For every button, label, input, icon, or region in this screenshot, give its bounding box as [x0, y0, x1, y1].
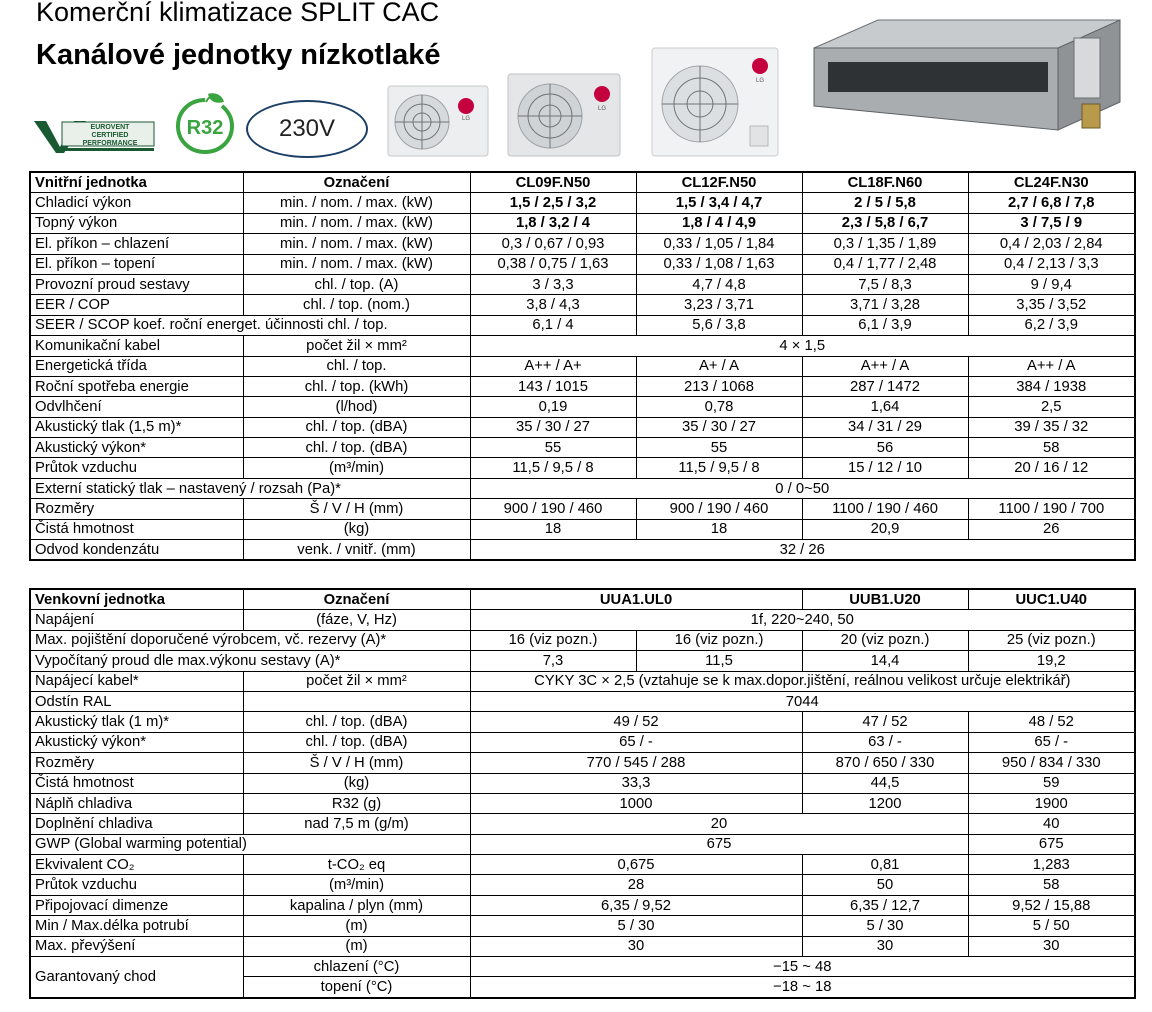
row-label: Doplnění chladiva [30, 814, 243, 834]
value-cell: 870 / 650 / 330 [802, 753, 968, 773]
value-cell: 15 / 12 / 10 [802, 458, 968, 478]
row-unit: R32 (g) [243, 793, 470, 813]
column-header: UUB1.U20 [802, 589, 968, 610]
value-cell: A+ / A [636, 356, 802, 376]
value-cell: 55 [470, 438, 636, 458]
row-unit: chl. / top. (kWh) [243, 376, 470, 396]
value-cell: 0,33 / 1,05 / 1,84 [636, 234, 802, 254]
table-row [30, 295, 1135, 315]
table-row [30, 957, 1135, 977]
row-unit: chlazení (°C) [243, 957, 470, 977]
value-cell: 2 / 5 / 5,8 [802, 193, 968, 213]
table-row [30, 438, 1135, 458]
row-unit: (fáze, V, Hz) [243, 610, 470, 630]
row-unit [243, 691, 470, 711]
value-cell: 1100 / 190 / 460 [802, 499, 968, 519]
value-cell: 0,675 [470, 855, 802, 875]
value-cell: 3 / 7,5 / 9 [968, 213, 1135, 233]
row-label: Max. převýšení [30, 936, 243, 956]
value-cell: 1,283 [968, 855, 1135, 875]
value-cell: 6,1 / 3,9 [802, 315, 968, 335]
row-label: Provozní proud sestavy [30, 274, 243, 294]
table-row [30, 834, 1135, 854]
value-cell: −18 ~ 18 [470, 977, 1135, 998]
value-cell: 3,71 / 3,28 [802, 295, 968, 315]
table-header-row [30, 172, 1135, 193]
row-label: Průtok vzduchu [30, 458, 243, 478]
value-cell: 25 (viz pozn.) [968, 630, 1135, 650]
table-row [30, 315, 1135, 335]
row-label: Max. pojištění doporučené výrobcem, vč. rezervy (A)* [30, 630, 470, 650]
column-header: Venkovní jednotka [30, 589, 243, 610]
value-cell: 44,5 [802, 773, 968, 793]
value-cell: 1,5 / 2,5 / 3,2 [470, 193, 636, 213]
value-cell: 6,35 / 12,7 [802, 895, 968, 915]
row-label: Komunikační kabel [30, 336, 243, 356]
value-cell: A++ / A+ [470, 356, 636, 376]
table-row [30, 773, 1135, 793]
row-label: Externí statický tlak – nastavený / rozsah (Pa)* [30, 478, 470, 498]
column-header: UUA1.UL0 [470, 589, 802, 610]
column-header: UUC1.U40 [968, 589, 1135, 610]
row-label: Vypočítaný proud dle max.výkonu sestavy (A)* [30, 651, 470, 671]
value-cell: 900 / 190 / 460 [470, 499, 636, 519]
eurovent-certified-logo-icon [34, 117, 156, 153]
value-cell: 49 / 52 [470, 712, 802, 732]
value-cell: 5 / 50 [968, 916, 1135, 936]
value-cell: 3,35 / 3,52 [968, 295, 1135, 315]
value-cell: 6,35 / 9,52 [470, 895, 802, 915]
column-header: CL09F.N50 [470, 172, 636, 193]
table-row [30, 458, 1135, 478]
value-cell: 0 / 0~50 [470, 478, 1135, 498]
table-row [30, 254, 1135, 274]
row-unit: (m³/min) [243, 875, 470, 895]
value-cell: 32 / 26 [470, 540, 1135, 561]
page-subtitle: Kanálové jednotky nízkotlaké [36, 39, 441, 71]
row-unit: min. / nom. / max. (kW) [243, 254, 470, 274]
value-cell: 5,6 / 3,8 [636, 315, 802, 335]
row-unit: počet žil × mm² [243, 336, 470, 356]
value-cell: 30 [470, 936, 802, 956]
value-cell: 900 / 190 / 460 [636, 499, 802, 519]
indoor-unit-table [29, 171, 1136, 561]
row-unit: (m) [243, 936, 470, 956]
table-row [30, 213, 1135, 233]
value-cell: 55 [636, 438, 802, 458]
value-cell: 35 / 30 / 27 [636, 417, 802, 437]
value-cell: 7,5 / 8,3 [802, 274, 968, 294]
value-cell: 0,4 / 1,77 / 2,48 [802, 254, 968, 274]
value-cell: 5 / 30 [470, 916, 802, 936]
value-cell: 48 / 52 [968, 712, 1135, 732]
value-cell: 16 (viz pozn.) [470, 630, 636, 650]
eurovent-line-3: PERFORMANCE [82, 140, 138, 147]
table-row [30, 356, 1135, 376]
value-cell: 6,1 / 4 [470, 315, 636, 335]
value-cell: 50 [802, 875, 968, 895]
value-cell: 35 / 30 / 27 [470, 417, 636, 437]
value-cell: 20 / 16 / 12 [968, 458, 1135, 478]
value-cell: 384 / 1938 [968, 376, 1135, 396]
table-row [30, 814, 1135, 834]
value-cell: 2,5 [968, 397, 1135, 417]
value-cell: 18 [636, 519, 802, 539]
value-cell: 1,5 / 3,4 / 4,7 [636, 193, 802, 213]
value-cell: 9 / 9,4 [968, 274, 1135, 294]
table-row [30, 336, 1135, 356]
row-unit: (kg) [243, 519, 470, 539]
column-header: CL12F.N50 [636, 172, 802, 193]
value-cell: 0,38 / 0,75 / 1,63 [470, 254, 636, 274]
row-label: El. příkon – chlazení [30, 234, 243, 254]
table-row [30, 397, 1135, 417]
eurovent-line-2: CERTIFIED [91, 132, 129, 139]
row-label: Náplň chladiva [30, 793, 243, 813]
row-unit: počet žil × mm² [243, 671, 470, 691]
row-unit: nad 7,5 m (g/m) [243, 814, 470, 834]
row-unit: topení (°C) [243, 977, 470, 998]
value-cell: 39 / 35 / 32 [968, 417, 1135, 437]
value-cell: 20 (viz pozn.) [802, 630, 968, 650]
value-cell: 30 [968, 936, 1135, 956]
row-unit: Š / V / H (mm) [243, 753, 470, 773]
row-label: Odvlhčení [30, 397, 243, 417]
eurovent-line-1: EUROVENT [90, 124, 130, 131]
value-cell: 0,3 / 0,67 / 0,93 [470, 234, 636, 254]
table-row [30, 630, 1135, 650]
row-label: Akustický tlak (1,5 m)* [30, 417, 243, 437]
row-label: Odvod kondenzátu [30, 540, 243, 561]
value-cell: 143 / 1015 [470, 376, 636, 396]
row-label: Připojovací dimenze [30, 895, 243, 915]
value-cell: 1000 [470, 793, 802, 813]
value-cell: 6,2 / 3,9 [968, 315, 1135, 335]
row-label: SEER / SCOP koef. roční energet. účinnosti chl. / top. [30, 315, 470, 335]
value-cell: 20 [470, 814, 968, 834]
outdoor-unit-large-icon [650, 46, 780, 158]
row-label: Min / Max.délka potrubí [30, 916, 243, 936]
outdoor-unit-small-icon [386, 82, 492, 158]
row-label: Roční spotřeba energie [30, 376, 243, 396]
value-cell: 7044 [470, 691, 1135, 711]
value-cell: 58 [968, 875, 1135, 895]
value-cell: 950 / 834 / 330 [968, 753, 1135, 773]
value-cell: 30 [802, 936, 968, 956]
row-unit: chl. / top. (dBA) [243, 712, 470, 732]
duct-indoor-unit-icon [808, 18, 1126, 134]
value-cell: 19,2 [968, 651, 1135, 671]
row-label: Topný výkon [30, 213, 243, 233]
row-unit: t-CO₂ eq [243, 855, 470, 875]
row-label: Napájecí kabel* [30, 671, 243, 691]
value-cell: 675 [968, 834, 1135, 854]
value-cell: 675 [470, 834, 968, 854]
value-cell: 14,4 [802, 651, 968, 671]
brand-label-2: LG [597, 106, 607, 112]
value-cell: 65 / - [968, 732, 1135, 752]
value-cell: 7,3 [470, 651, 636, 671]
table-row [30, 753, 1135, 773]
column-header: Vnitřní jednotka [30, 172, 243, 193]
row-label: Akustický výkon* [30, 732, 243, 752]
value-cell: 47 / 52 [802, 712, 968, 732]
voltage-badge [246, 100, 368, 158]
r32-refrigerant-badge-icon [170, 90, 240, 156]
value-cell: 34 / 31 / 29 [802, 417, 968, 437]
table-row [30, 376, 1135, 396]
outdoor-unit-table [29, 588, 1136, 999]
value-cell: A++ / A [968, 356, 1135, 376]
table-row [30, 417, 1135, 437]
r32-label: R32 [186, 117, 224, 139]
row-unit: (kg) [243, 773, 470, 793]
column-header: CL24F.N30 [968, 172, 1135, 193]
value-cell: 56 [802, 438, 968, 458]
value-cell: 3,8 / 4,3 [470, 295, 636, 315]
table-header-row [30, 589, 1135, 610]
table-row [30, 732, 1135, 752]
row-label: Garantovaný chod [30, 957, 243, 998]
value-cell: 0,19 [470, 397, 636, 417]
row-label: Rozměry [30, 753, 243, 773]
table-row [30, 691, 1135, 711]
value-cell: 770 / 545 / 288 [470, 753, 802, 773]
value-cell: 59 [968, 773, 1135, 793]
value-cell: 65 / - [470, 732, 802, 752]
column-header: CL18F.N60 [802, 172, 968, 193]
value-cell: 11,5 / 9,5 / 8 [636, 458, 802, 478]
table-row [30, 916, 1135, 936]
row-unit: kapalina / plyn (mm) [243, 895, 470, 915]
value-cell: A++ / A [802, 356, 968, 376]
value-cell: 4,7 / 4,8 [636, 274, 802, 294]
value-cell: 16 (viz pozn.) [636, 630, 802, 650]
row-unit: chl. / top. (A) [243, 274, 470, 294]
row-unit: chl. / top. (nom.) [243, 295, 470, 315]
value-cell: CYKY 3C × 2,5 (vztahuje se k max.dopor.jištění, reálnou velikost určuje elektrikář) [470, 671, 1135, 691]
value-cell: 1,8 / 3,2 / 4 [470, 213, 636, 233]
column-header: Označení [243, 589, 470, 610]
value-cell: 63 / - [802, 732, 968, 752]
row-label: Akustický výkon* [30, 438, 243, 458]
row-label: GWP (Global warming potential) [30, 834, 470, 854]
row-label: Čistá hmotnost [30, 519, 243, 539]
value-cell: 0,4 / 2,13 / 3,3 [968, 254, 1135, 274]
value-cell: 213 / 1068 [636, 376, 802, 396]
value-cell: 58 [968, 438, 1135, 458]
row-label: Odstín RAL [30, 691, 243, 711]
table-row [30, 936, 1135, 956]
row-unit: (m³/min) [243, 458, 470, 478]
row-label: Průtok vzduchu [30, 875, 243, 895]
brand-label-1: LG [461, 116, 471, 122]
value-cell: 5 / 30 [802, 916, 968, 936]
voltage-label: 230V [278, 115, 336, 142]
outdoor-unit-medium-icon [506, 72, 624, 158]
value-cell: 1900 [968, 793, 1135, 813]
row-label: Čistá hmotnost [30, 773, 243, 793]
row-label: Ekvivalent CO₂ [30, 855, 243, 875]
value-cell: 0,78 [636, 397, 802, 417]
row-unit: Š / V / H (mm) [243, 499, 470, 519]
row-label: Rozměry [30, 499, 243, 519]
value-cell: 1,64 [802, 397, 968, 417]
table-row [30, 499, 1135, 519]
value-cell: 4 × 1,5 [470, 336, 1135, 356]
value-cell: 18 [470, 519, 636, 539]
value-cell: 11,5 / 9,5 / 8 [470, 458, 636, 478]
value-cell: 0,3 / 1,35 / 1,89 [802, 234, 968, 254]
table-row [30, 274, 1135, 294]
table-row [30, 540, 1135, 561]
row-unit: min. / nom. / max. (kW) [243, 213, 470, 233]
table-row [30, 712, 1135, 732]
value-cell: 0,4 / 2,03 / 2,84 [968, 234, 1135, 254]
value-cell: 33,3 [470, 773, 802, 793]
table-row [30, 519, 1135, 539]
table-row [30, 855, 1135, 875]
value-cell: 287 / 1472 [802, 376, 968, 396]
value-cell: −15 ~ 48 [470, 957, 1135, 977]
value-cell: 40 [968, 814, 1135, 834]
table-row [30, 793, 1135, 813]
row-label: Napájení [30, 610, 243, 630]
row-unit: chl. / top. (dBA) [243, 438, 470, 458]
value-cell: 1,8 / 4 / 4,9 [636, 213, 802, 233]
value-cell: 2,3 / 5,8 / 6,7 [802, 213, 968, 233]
value-cell: 28 [470, 875, 802, 895]
value-cell: 3 / 3,3 [470, 274, 636, 294]
row-unit: (l/hod) [243, 397, 470, 417]
value-cell: 1100 / 190 / 700 [968, 499, 1135, 519]
value-cell: 11,5 [636, 651, 802, 671]
table-row [30, 651, 1135, 671]
row-unit: min. / nom. / max. (kW) [243, 234, 470, 254]
row-unit: venk. / vnitř. (mm) [243, 540, 470, 561]
table-row [30, 193, 1135, 213]
row-label: Akustický tlak (1 m)* [30, 712, 243, 732]
row-unit: min. / nom. / max. (kW) [243, 193, 470, 213]
row-unit: chl. / top. (dBA) [243, 732, 470, 752]
value-cell: 2,7 / 6,8 / 7,8 [968, 193, 1135, 213]
value-cell: 26 [968, 519, 1135, 539]
brand-label-3: LG [755, 78, 765, 84]
table-row [30, 610, 1135, 630]
table-row [30, 234, 1135, 254]
value-cell: 9,52 / 15,88 [968, 895, 1135, 915]
value-cell: 0,33 / 1,08 / 1,63 [636, 254, 802, 274]
row-label: Energetická třída [30, 356, 243, 376]
row-label: Chladicí výkon [30, 193, 243, 213]
table-row [30, 895, 1135, 915]
table-row [30, 478, 1135, 498]
table-row [30, 875, 1135, 895]
value-cell: 20,9 [802, 519, 968, 539]
page-title: Komerční klimatizace SPLIT CAC [36, 0, 440, 27]
value-cell: 1f, 220~240, 50 [470, 610, 1135, 630]
row-label: EER / COP [30, 295, 243, 315]
row-unit: (m) [243, 916, 470, 936]
table-row [30, 671, 1135, 691]
row-unit: chl. / top. (dBA) [243, 417, 470, 437]
value-cell: 0,81 [802, 855, 968, 875]
row-unit: chl. / top. [243, 356, 470, 376]
row-label: El. příkon – topení [30, 254, 243, 274]
value-cell: 1200 [802, 793, 968, 813]
column-header: Označení [243, 172, 470, 193]
value-cell: 3,23 / 3,71 [636, 295, 802, 315]
